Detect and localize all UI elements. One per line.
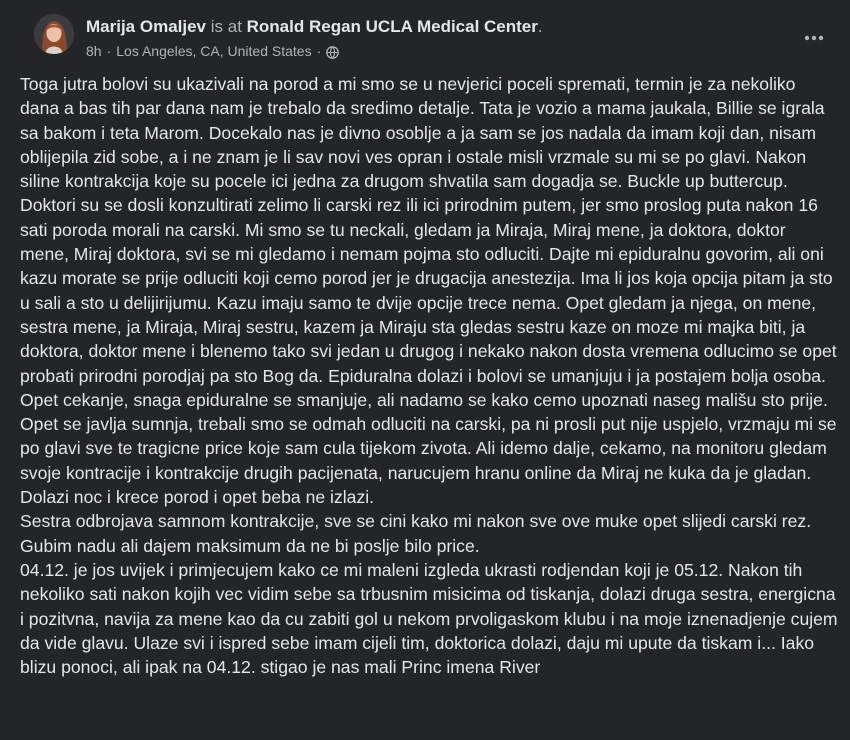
avatar-image [34,14,74,54]
post-meta [86,42,339,60]
author-line [86,17,543,37]
post-paragraph-2: Sestra odbrojava samnom kontrakcije, sve se cini kako mi nakon sve ove muke opet slijedi carski rez. Gubim nadu ali dajem maksimum da ne bi poslje bilo price. [20,511,812,556]
more-options-button[interactable] [796,20,832,56]
meta-separator-2: · [316,43,322,59]
author-avatar[interactable] [34,14,74,54]
bottom-fade [0,732,850,740]
post-paragraph-1: Toga jutra bolovi su ukazivali na porod a mi smo se u nevjerici poceli spremati, termin je za nekoliko dana a bas tih par dana nam je trebalo da sredimo detalje. Tata je vozio a mama jaukala, Billie se igrala sa bakom i teta Marom. Docekalo nas je divno osoblje a ja sam se jos nadala da imam koji dan, nisam oblijepila zid sobe, a i ne znam je li sav novi ves opran i ostale misli vrzmale su mi se po glavi. Nakon siline kontrakcija koje su pocele ici jedna za drugom shvatila sam dogadja se. Buckle up buttercup. Doktori su se dosli konzultirati zelimo li carski rez ili ici prirodnim putem, jer smo proslog puta nakon 16 sati poroda morali na carski. Mi smo se tu neckali, gledam ja Miraja, Miraj mene, ja doktora, doktor mene, Miraj doktora, svi se mi gledamo i nemam pojma sto odluciti. Dajte mi epiduralnu govorim, ali oni kazu morate se prije odluciti koji cemo porod jer je drugacija anestezija. Ima li jos koja opcija pitam ja sto u sali a sto u delijirijumu. Kazu imaju samo te dvije opcije trece nema. Opet gledam ja njega, on mene, sestra mene, ja Miraja, Miraj sestru, kazem ja Miraju sta gledas sestru kaze on moze mi majka biti, ja doktora, doktor mene i blenemo tako svi jedan u drugog i nekako nakon dosta vremena odlucimo se opet probati prirodni porodjaj pa sto Bog da. Epiduralna dolazi i bolovi se umanjuju i ja postajem bolja osoba. Opet cekanje, snaga epiduralne se smanjuje, ali nadamo se kako cemo upoznati naseg mališu sto prije. Opet se javlja sumnja, trebali smo se odmah odluciti na carski, pa ni prosli put nije uspjelo, vrzmaju mi se po glavi sve te tragicne price koje sam cula tijekom zivota. Ali idemo dalje, cekamo, na monitoru gledam svoje kontracije i kontrakcije drugih pacijenata, narucujem hranu online da Miraj ne kuka da je gladan. Dolazi noc i krece porod i opet beba ne izlazi. [20,74,837,508]
meta-separator: · [106,43,112,59]
post-body [20,72,838,679]
is-at-text: is at [206,17,247,36]
post-time[interactable]: 8h [86,43,102,59]
post-paragraph-3: 04.12. je jos uvijek i primjecujem kako ce mi maleni izgleda ukrasti rodjendan koji je 05.12. Nakon tih nekoliko sati nakon kojih vec vidim sebe sa trbusnim misicima od tiskanja, dolazi druga sestra, energicna i pozitvna, navija za mene kao da cu zabiti gol u nekom prvoligaskom klubu i na moje iznenadjenje cujem da vide glavu. Ulaze svi i ispred sebe imam cijeli tim, doktorica dolazi, daju mi upute da tiskam i... Iako blizu ponoci, ali ipak na 04.12. stigao je nas mali Princ imena River [20,559,838,678]
post-header [0,0,850,66]
post-city[interactable]: Los Angeles, CA, United States [116,43,312,59]
more-options-icon [804,35,824,41]
author-name[interactable]: Marija Omaljev [86,17,207,36]
location-link[interactable]: Ronald Regan UCLA Medical Center [246,17,538,36]
location-suffix: . [537,17,543,36]
globe-icon[interactable] [326,45,339,58]
